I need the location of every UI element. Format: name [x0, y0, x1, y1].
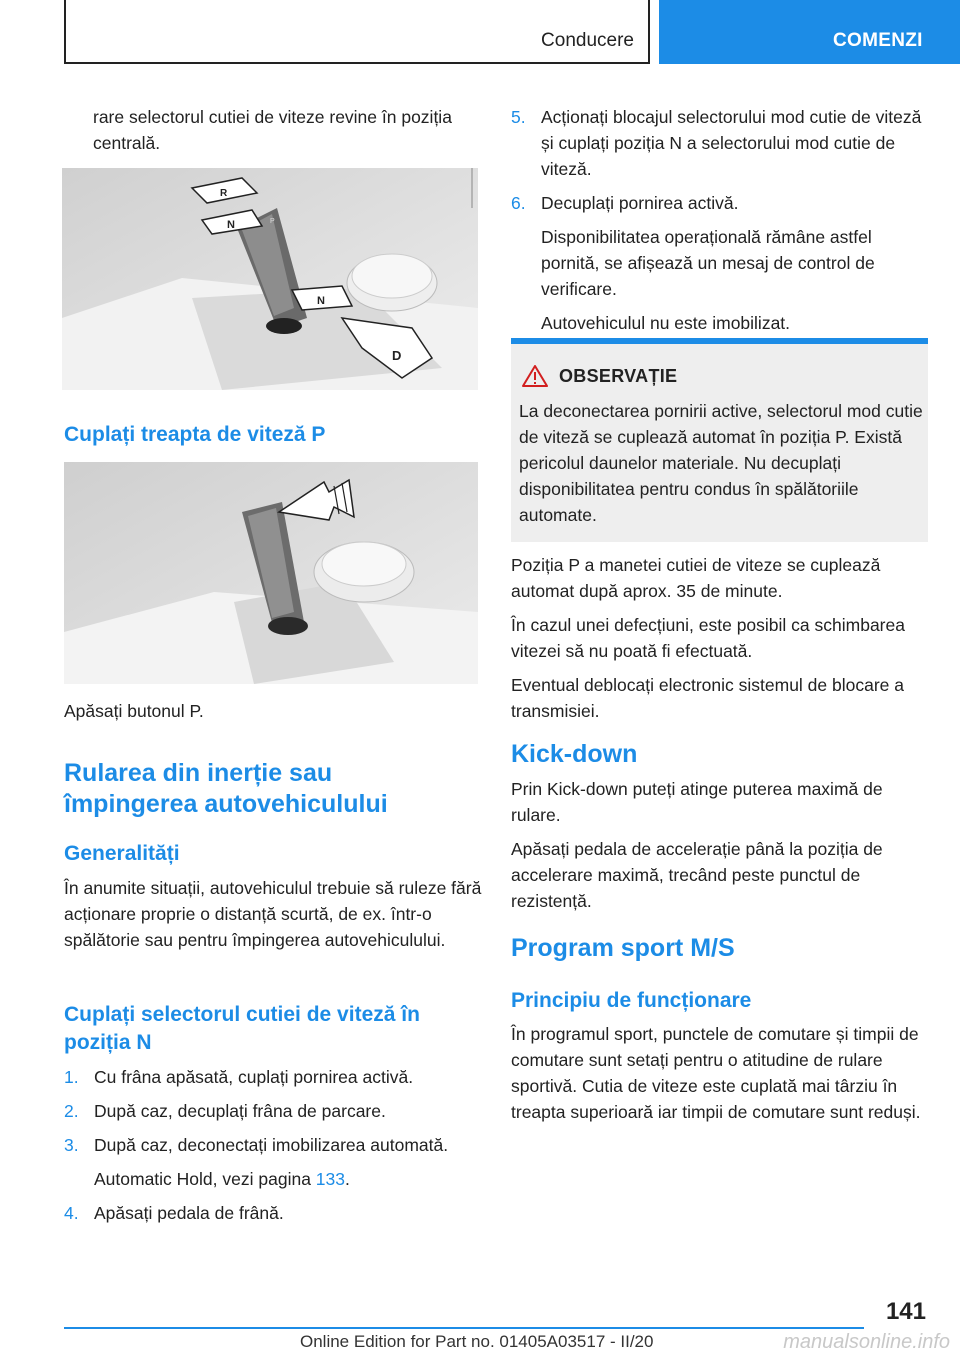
page-link-133[interactable]: 133 [315, 1169, 345, 1189]
principle-text: În programul sport, punctele de comutare și timpii de comutare sunt setați pentru o atitudine de rulare sportivă. Cutia de viteze este cuplată mai târziu în treapta superioară iar timpii de comutare sunt reduși. [511, 1024, 921, 1122]
step-item [64, 1200, 484, 1226]
heading-general: Generalități [64, 842, 180, 865]
step-text: După caz, decuplați frâna de parcare. [94, 1101, 386, 1121]
intro-paragraph: rare selectorul cutiei de viteze revine în poziția centrală. [93, 107, 452, 153]
warning-box [511, 338, 928, 542]
step6-sub2: Autovehiculul nu este imobilizat. [541, 313, 791, 333]
paragraph-fault: În cazul unei defecțiuni, este posibil ca schimbarea vitezei să nu poată fi efectuată. [511, 615, 905, 661]
steps-list-left [64, 1064, 484, 1226]
paragraph-unlock: Eventual deblocați electronic sistemul de blocare a transmisiei. [511, 675, 904, 721]
step-text: Acționați blocajul selectorului mod cutie de viteză și cuplați poziția N a selectorului mod cutie de viteză. [541, 107, 922, 179]
kickdown-paragraphs [511, 776, 929, 914]
steps-list-right [511, 104, 929, 336]
step-subtext [511, 310, 929, 336]
press-p-text: Apăsați butonul P. [64, 701, 204, 721]
step3-sub-suffix: . [345, 1169, 350, 1189]
warning-title: OBSERVAȚIE [559, 366, 678, 386]
heading-kickdown: Kick-down [511, 740, 638, 768]
step-text: Apăsați pedala de frână. [94, 1203, 284, 1223]
heading-engage-n: Cuplați selectorul cutiei de viteză în poziția N [64, 1003, 420, 1054]
watermark-text: manualsonline.info [783, 1331, 950, 1353]
warning-top-bar [511, 338, 928, 344]
page-number: 141 [885, 1298, 926, 1325]
step6-sub1: Disponibilitatea operațională rămâne astfel pornită, se afișează un mesaj de control de verificare. [541, 227, 875, 299]
paragraph-auto-p: Poziția P a manetei cutiei de viteze se cuplează automat după aprox. 35 de minute. [511, 555, 881, 601]
warning-text: La deconectarea pornirii active, selectorul mod cutie de viteză se cuplează automat în poziția P. Există pericolul daunelor materiale. Nu decuplați disponibilitatea pentru condus în spălătoriile automate. [519, 401, 923, 525]
step-number: 6. [511, 193, 526, 213]
step-number: 5. [511, 107, 526, 127]
figure1-label-p: P [270, 218, 275, 225]
step-number: 2. [64, 1101, 79, 1121]
right-paragraphs [511, 552, 929, 724]
figure1-label-n-top: N [227, 219, 235, 231]
step-subtext [511, 224, 929, 302]
p-button-figure [64, 462, 478, 684]
header-section-tab [64, 0, 650, 64]
kickdown-text-1: Prin Kick-down puteți atinge puterea maximă de rulare. [511, 779, 883, 825]
step-subtext [64, 1166, 484, 1192]
heading-engage-p: Cuplați treapta de viteză P [64, 423, 326, 446]
step3-sub-prefix: Automatic Hold, vezi pagina [94, 1169, 316, 1189]
footer-edition: Online Edition for Part no. 01405A03517 - II/20 [300, 1332, 654, 1351]
header-chapter-tab [659, 0, 960, 64]
warning-triangle-icon [521, 364, 549, 388]
step-item [64, 1064, 484, 1090]
header-section-title: Conducere [541, 30, 634, 51]
step-number: 3. [64, 1135, 79, 1155]
step-text: Cu frâna apăsată, cuplați pornirea activă. [94, 1067, 414, 1087]
footer-rule [64, 1327, 864, 1329]
header-chapter-title: COMENZI [833, 30, 923, 51]
step-text: Decuplați pornirea activă. [541, 193, 739, 213]
step-item [511, 104, 929, 182]
gear-selector-figure [62, 168, 478, 390]
general-text: În anumite situații, autovehiculul trebuie să ruleze fără acționare proprie o distanță scurtă, de ex. într-o spălătorie sau pentru împingerea autovehiculului. [64, 878, 482, 950]
step-number: 4. [64, 1203, 79, 1223]
kickdown-text-2: Apăsați pedala de accelerație până la poziția de accelerare maximă, trecând peste punctul de rezistență. [511, 839, 883, 911]
figure1-label-d: D [392, 348, 402, 363]
heading-sport-program: Program sport M/S [511, 934, 735, 962]
figure1-label-r: R [220, 188, 228, 199]
heading-principle: Principiu de funcționare [511, 989, 752, 1012]
figure1-label-n-bottom: N [317, 295, 325, 307]
heading-rolling: Rularea din inerție sau împingerea autovehiculului [64, 759, 388, 818]
step-item [64, 1132, 484, 1158]
step-number: 1. [64, 1067, 79, 1087]
step-item [64, 1098, 484, 1124]
step-text: După caz, deconectați imobilizarea automată. [94, 1135, 449, 1155]
step-item [511, 190, 929, 216]
